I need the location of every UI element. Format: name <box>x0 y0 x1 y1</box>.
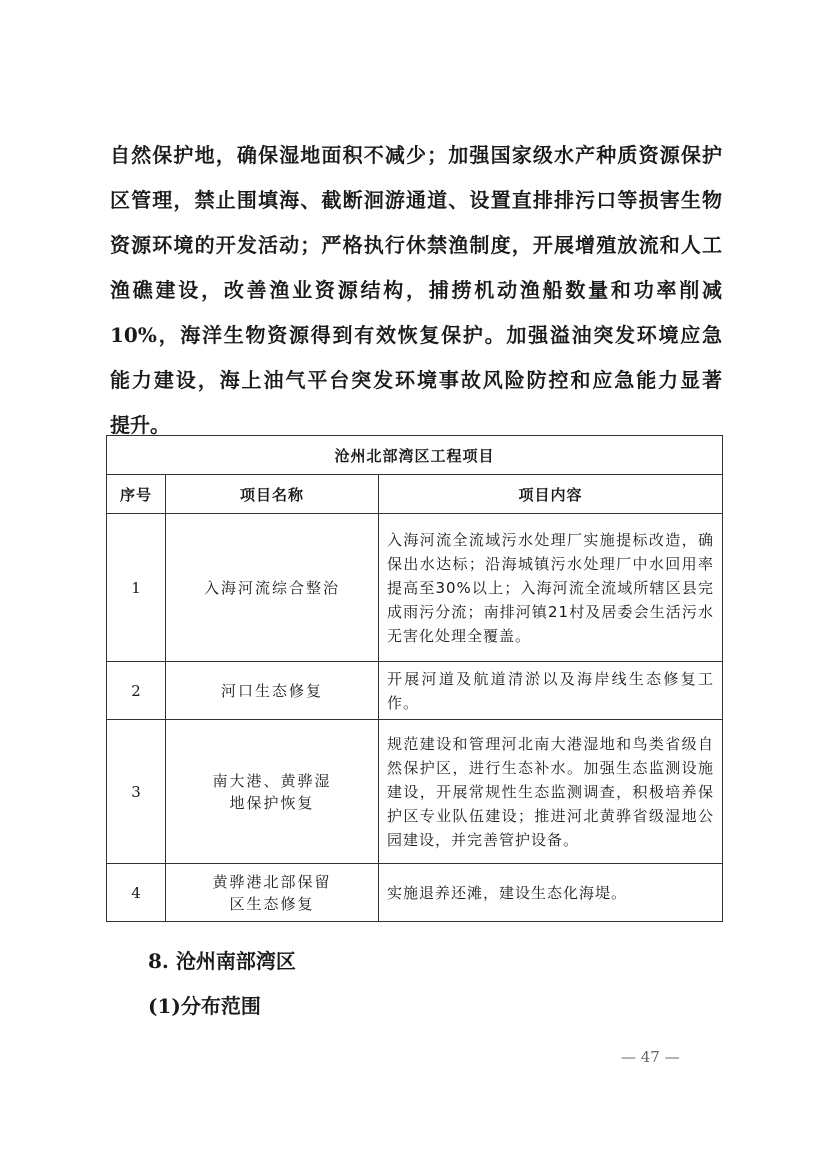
body-paragraph <box>110 133 722 448</box>
row-project-content: 实施退养还滩，建设生态化海堤。 <box>379 864 723 922</box>
paragraph-line: 自然保护地，确保湿地面积不减少；加强国家级水产种质资源保护 <box>110 143 722 167</box>
paragraph-line: 提升。 <box>110 413 170 437</box>
table-title: 沧州北部湾区工程项目 <box>107 436 723 475</box>
row-project-content: 开展河道及航道清淤以及海岸线生态修复工作。 <box>379 662 723 720</box>
table-row <box>107 720 723 864</box>
row-project-name: 河口生态修复 <box>166 662 379 720</box>
paragraph-line: 资源环境的开发活动；严格执行休禁渔制度，开展增殖放流和人工 <box>110 233 722 257</box>
subsection-heading: (1)分布范围 <box>148 994 261 1018</box>
table-row <box>107 662 723 720</box>
row-number: 2 <box>107 662 166 720</box>
table-row <box>107 864 723 922</box>
header-number: 序号 <box>107 475 166 514</box>
row-number: 1 <box>107 514 166 662</box>
row-number: 4 <box>107 864 166 922</box>
row-number: 3 <box>107 720 166 864</box>
row-project-content: 规范建设和管理河北南大港湿地和鸟类省级自然保护区，进行生态补水。加强生态监测设施建设，开展常规性生态监测调查，积极培养保护区专业队伍建设；推进河北黄骅省级湿地公园建设，并完善管护设备。 <box>379 720 723 864</box>
row-project-name: 黄骅港北部保留区生态修复 <box>166 864 379 922</box>
header-project-name: 项目名称 <box>166 475 379 514</box>
header-project-content: 项目内容 <box>379 475 723 514</box>
page-number: — 47 — <box>621 1048 680 1066</box>
paragraph-line: 10%，海洋生物资源得到有效恢复保护。加强溢油突发环境应急 <box>110 323 722 347</box>
paragraph-line: 区管理，禁止围填海、截断洄游通道、设置直排排污口等损害生物 <box>110 188 722 212</box>
paragraph-line: 渔礁建设，改善渔业资源结构，捕捞机动渔船数量和功率削减 <box>110 278 722 302</box>
paragraph-line: 能力建设，海上油气平台突发环境事故风险防控和应急能力显著 <box>110 368 722 392</box>
table-row <box>107 514 723 662</box>
section-heading: 8. 沧州南部湾区 <box>148 949 296 973</box>
row-project-name: 南大港、黄骅湿地保护恢复 <box>166 720 379 864</box>
project-table <box>106 435 723 922</box>
row-project-name: 入海河流综合整治 <box>166 514 379 662</box>
row-project-content: 入海河流全流域污水处理厂实施提标改造，确保出水达标；沿海城镇污水处理厂中水回用率提高至30%以上；入海河流全流域所辖区县完成雨污分流；南排河镇21村及居委会生活污水无害化处理全覆盖。 <box>379 514 723 662</box>
